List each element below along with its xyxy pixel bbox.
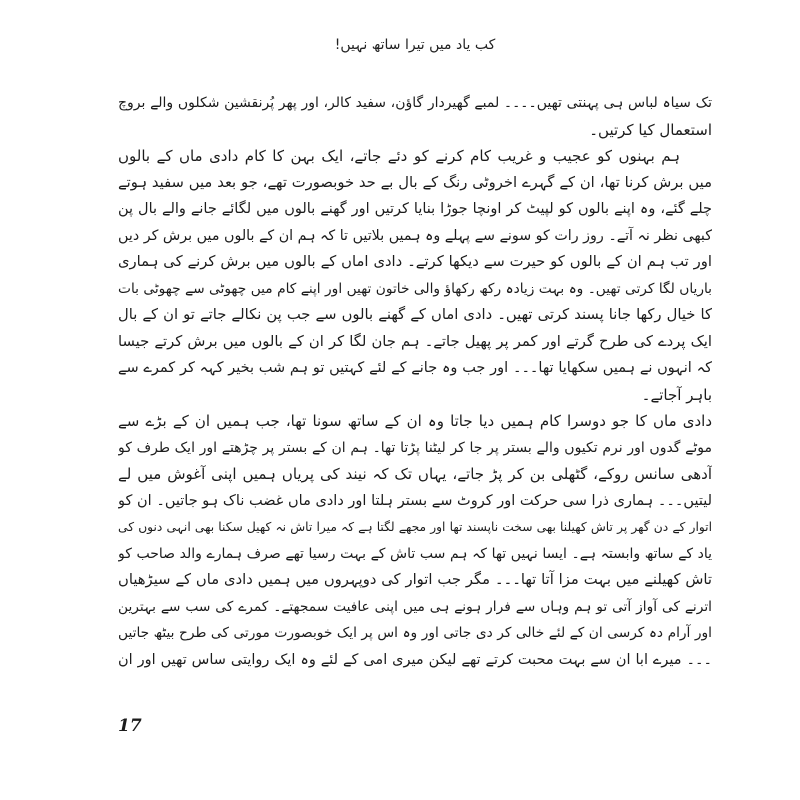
paragraph [118,143,712,408]
text-line: موٹے گدوں اور نرم تکیوں والے بستر پر جا کر لیٹنا پڑتا تھا۔ ہم ان کے بستر پر چڑھتے اور ایک طرف کو [118,439,712,456]
text-line: کبھی نظر نہ آتے۔ روز رات کو سونے سے پہلے وہ ہمیں بلاتیں تا کہ ہم ان کے بالوں میں برش کر دیں [118,227,712,244]
text-line: کہ انہوں نے ہمیں سکھایا تھا۔۔۔ اور جب وہ جانے کے لئے کہتیں تو ہم شب بخیر کہہ کر کمرے سے [118,360,712,376]
text-line: اور تب ہم ان کے بالوں کو حیرت سے دیکھا کرتے۔ دادی اماں کے بالوں میں برش کرنے کی ہماری [118,253,712,270]
text-line: اتوار کے دن گھر پر تاش کھیلنا بھی سخت ناپسند تھا اور مجھے لگتا ہے کہ میرا تاش نہ کھیل سکنا بھی انہی دنوں کی [118,520,712,534]
text-line: باہر آجاتے۔ [641,385,712,404]
page-number: 17 [118,716,142,736]
body-text [118,90,712,673]
text-line: اترنے کی آواز آتی تو ہم وہاں سے فرار ہونے ہی میں اپنی عافیت سمجھتے۔ کمرے کی سب سے بہترین [118,598,712,615]
text-line: آدھی سانس روکے، گٹھلی بن کر پڑ جاتے، یہاں تک کہ نیند کی پریاں ہمیں اپنی آغوش میں لے [118,465,712,483]
text-line: لیتیں۔۔۔ ہماری ذرا سی حرکت اور کروٹ سے بستر ہلتا اور دادی ماں غضب ناک ہو جاتیں۔ ان کو [118,492,712,509]
paragraph [118,90,712,143]
text-line: تاش کھیلنے میں بہت مزا آتا تھا۔۔۔ مگر جب اتوار کی دوپہروں میں ہمیں دادی ماں کے سیڑھیاں [118,571,712,588]
text-line: یاد کے ساتھ وابستہ ہے۔ ایسا نہیں تھا کہ ہم سب تاش کے بہت رسیا تھے صرف ہمارے والد صاحب کو [118,545,712,562]
text-line: کا خیال رکھا جانا پسند کرتی تھیں۔ دادی اماں کے گھنے بالوں سے جب پن نکالے جاتے تو ان کے بال [118,306,712,323]
text-line: استعمال کیا کرتیں۔ [589,120,712,139]
paragraph [118,408,712,673]
text-line: چلے گئے، وہ اپنے بالوں کو لپیٹ کر اونچا جوڑا بنایا کرتیں اور گھنے بالوں میں لگائے جانے والے بال پن [118,201,712,217]
text-line: ایک پردے کی طرح گرتے اور کمر پر پھیل جاتے۔ ہم جان لگا کر ان کے بالوں میں برش کرتے جیسا [118,332,712,350]
text-line: میں برش کرنا تھا، ان کے گہرے اخروٹی رنگ کے بال بے حد خوبصورت تھے، جو بعد میں سفید ہوتے [118,173,712,191]
text-line: تک سیاہ لباس ہی پہنتی تھیں۔۔۔۔ لمبے گھیردار گاؤن، سفید کالر، اور پھر پُرنقشین شکلوں والے بروچ [118,95,712,111]
text-line: ہم بہنوں کو عجیب و غریب کام کرنے کو دئے جاتے، ایک بہن کا کام دادی ماں کے بالوں [118,147,680,165]
text-line: دادی ماں کا جو دوسرا کام ہمیں دیا جاتا وہ ان کے ساتھ سونا تھا، جب ہمیں ان کے بڑے سے [118,412,712,430]
text-line: اور آرام دہ کرسی ان کے لئے خالی کر دی جاتی اور وہ اس پر ایک خوبصورت مورتی کی طرح بیٹھ جاتیں [118,625,712,641]
running-head: کب یاد میں تیرا ساتھ نہیں! [334,37,496,53]
text-line: ۔۔۔ میرے ابا ان سے بہت محبت کرتے تھے لیکن میری امی کے لئے وہ ایک روایتی ساس تھیں اور ان [118,651,712,668]
text-line: باریاں لگا کرتی تھیں۔ وہ بہت زیادہ رکھ رکھاؤ والی خاتون تھیں اور اپنے کام میں چھوٹی سے چھوٹی بات [118,280,712,297]
